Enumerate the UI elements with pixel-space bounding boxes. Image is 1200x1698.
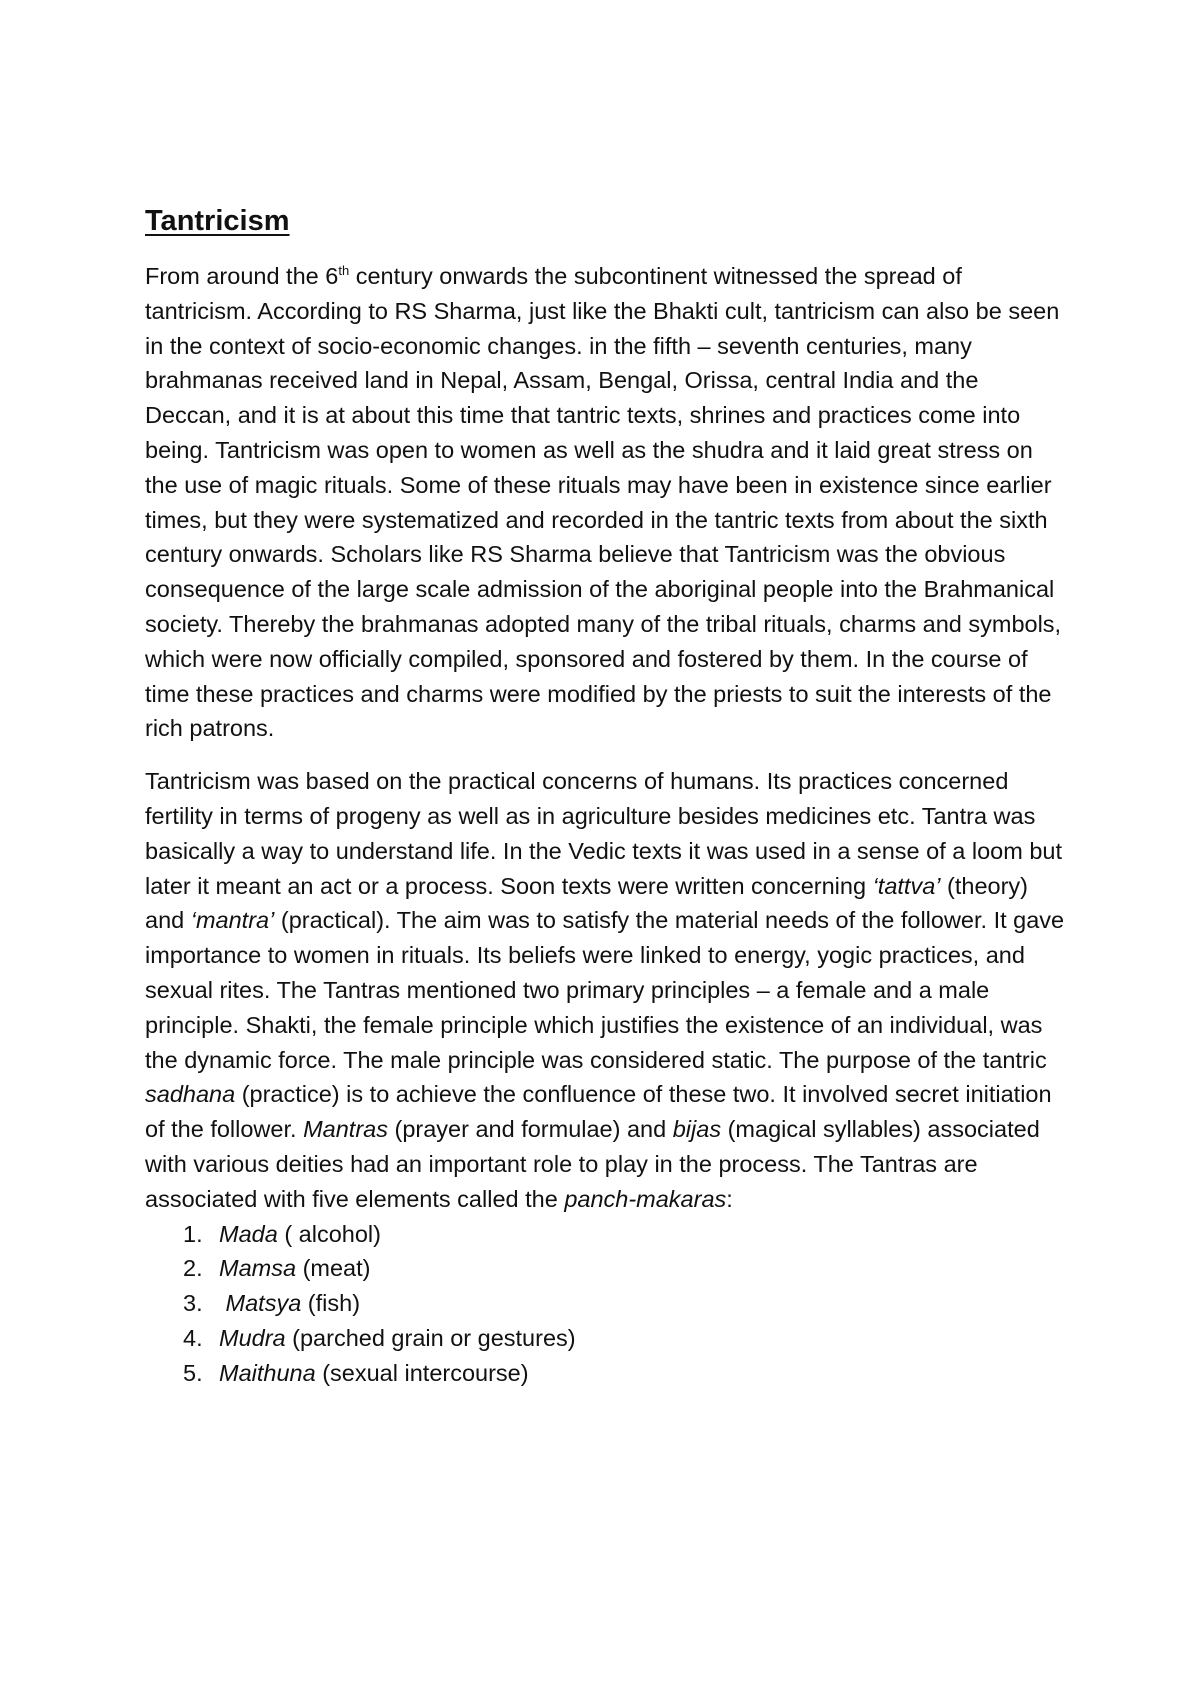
list-item <box>145 1251 1065 1286</box>
list-item <box>145 1286 1065 1321</box>
list-item-number: 5. <box>183 1359 203 1386</box>
list-item-term: Mudra <box>219 1324 286 1351</box>
paragraph-practices-text-3: (practical). The aim was to satisfy the material needs of the follower. It gave importance to women in rituals. Its beliefs were linked to energy, yogic practices, and sexual rites. The Tantras mentioned two primary principles – a female and a male principle. Shakti, the female principle which justifies the existence of an individual, was the dynamic force. The male principle was considered static. The purpose of the tantric <box>145 907 1065 1073</box>
list-item-gloss: ( alcohol) <box>277 1220 381 1247</box>
list-item-term: Mamsa <box>219 1255 297 1282</box>
term-panch-makaras: panch-makaras <box>564 1185 727 1212</box>
list-item-term: Matsya <box>219 1290 302 1317</box>
list-item-number: 2. <box>183 1255 203 1282</box>
paragraph-practices-text-2: (theory) and <box>145 872 1028 934</box>
list-item-term: Maithuna <box>219 1359 316 1386</box>
paragraph-practices-text-5: (prayer and formulae) and <box>387 1116 673 1143</box>
paragraph-intro-rest: century onwards the subcontinent witnessed the spread of tantricism. According to RS Sharma, just like the Bhakti cult, tantricism can also be seen in the context of socio-economic changes. in the fifth – seventh centuries, many brahmanas received land in Nepal, Assam, Bengal, Orissa, central India and the Deccan, and it is at about this time that tantric texts, shrines and practices come into being. Tantricism was open to women as well as the shudra and it laid great stress on the use of magic rituals. Some of these rituals may have been in existence since earlier times, but they were systematized and recorded in the tantric texts from about the sixth century onwards. Scholars like RS Sharma believe that Tantricism was the obvious consequence of the large scale admission of the aboriginal people into the Brahmanical society. Thereby the brahmanas adopted many of the tribal rituals, charms and symbols, which were now officially compiled, sponsored and fostered by them. In the course of time these practices and charms were modified by the priests to suit the interests of the rich patrons. <box>145 263 1062 742</box>
term-mantra: ‘mantra’ <box>190 907 275 934</box>
list-item-gloss: (parched grain or gestures) <box>285 1324 576 1351</box>
paragraph-practices-text-7: : <box>726 1185 733 1212</box>
paragraph-practices-text-4: (practice) is to achieve the confluence of these two. It involved secret initiation of the follower. <box>145 1081 1052 1143</box>
paragraph-practices-text-6: (magical syllables) associated with various deities had an important role to play in the process. The Tantras are associated with five elements called the <box>145 1116 1040 1212</box>
term-mantras: Mantras <box>303 1116 388 1143</box>
document-title: Tantricism <box>145 205 290 237</box>
list-item-gloss: (meat) <box>296 1255 371 1282</box>
list-item-number: 4. <box>183 1324 203 1351</box>
paragraph-intro <box>145 259 1065 746</box>
paragraph-practices <box>145 764 1065 1216</box>
ordinal-superscript: th <box>338 263 350 278</box>
term-tattva: ‘tattva’ <box>872 872 941 899</box>
paragraph-intro-start: From around the 6 <box>145 263 339 289</box>
list-item-number: 3. <box>183 1290 203 1317</box>
term-sadhana: sadhana <box>145 1081 236 1108</box>
document-body <box>145 201 1065 1391</box>
list-item-term: Mada <box>219 1220 278 1247</box>
list-item <box>145 1217 1065 1252</box>
list-item-gloss: (sexual intercourse) <box>315 1359 529 1386</box>
list-item-number: 1. <box>183 1220 203 1247</box>
list-item <box>145 1356 1065 1391</box>
panch-makaras-list <box>145 1217 1065 1391</box>
list-item-gloss: (fish) <box>301 1290 361 1317</box>
term-bijas: bijas <box>672 1116 722 1143</box>
list-item <box>145 1321 1065 1356</box>
paragraph-practices-text-1: Tantricism was based on the practical concerns of humans. Its practices concerned fertility in terms of progeny as well as in agriculture besides medicines etc. Tantra was basically a way to understand life. In the Vedic texts it was used in a sense of a loom but later it meant an act or a process. Soon texts were written concerning <box>145 768 1063 899</box>
